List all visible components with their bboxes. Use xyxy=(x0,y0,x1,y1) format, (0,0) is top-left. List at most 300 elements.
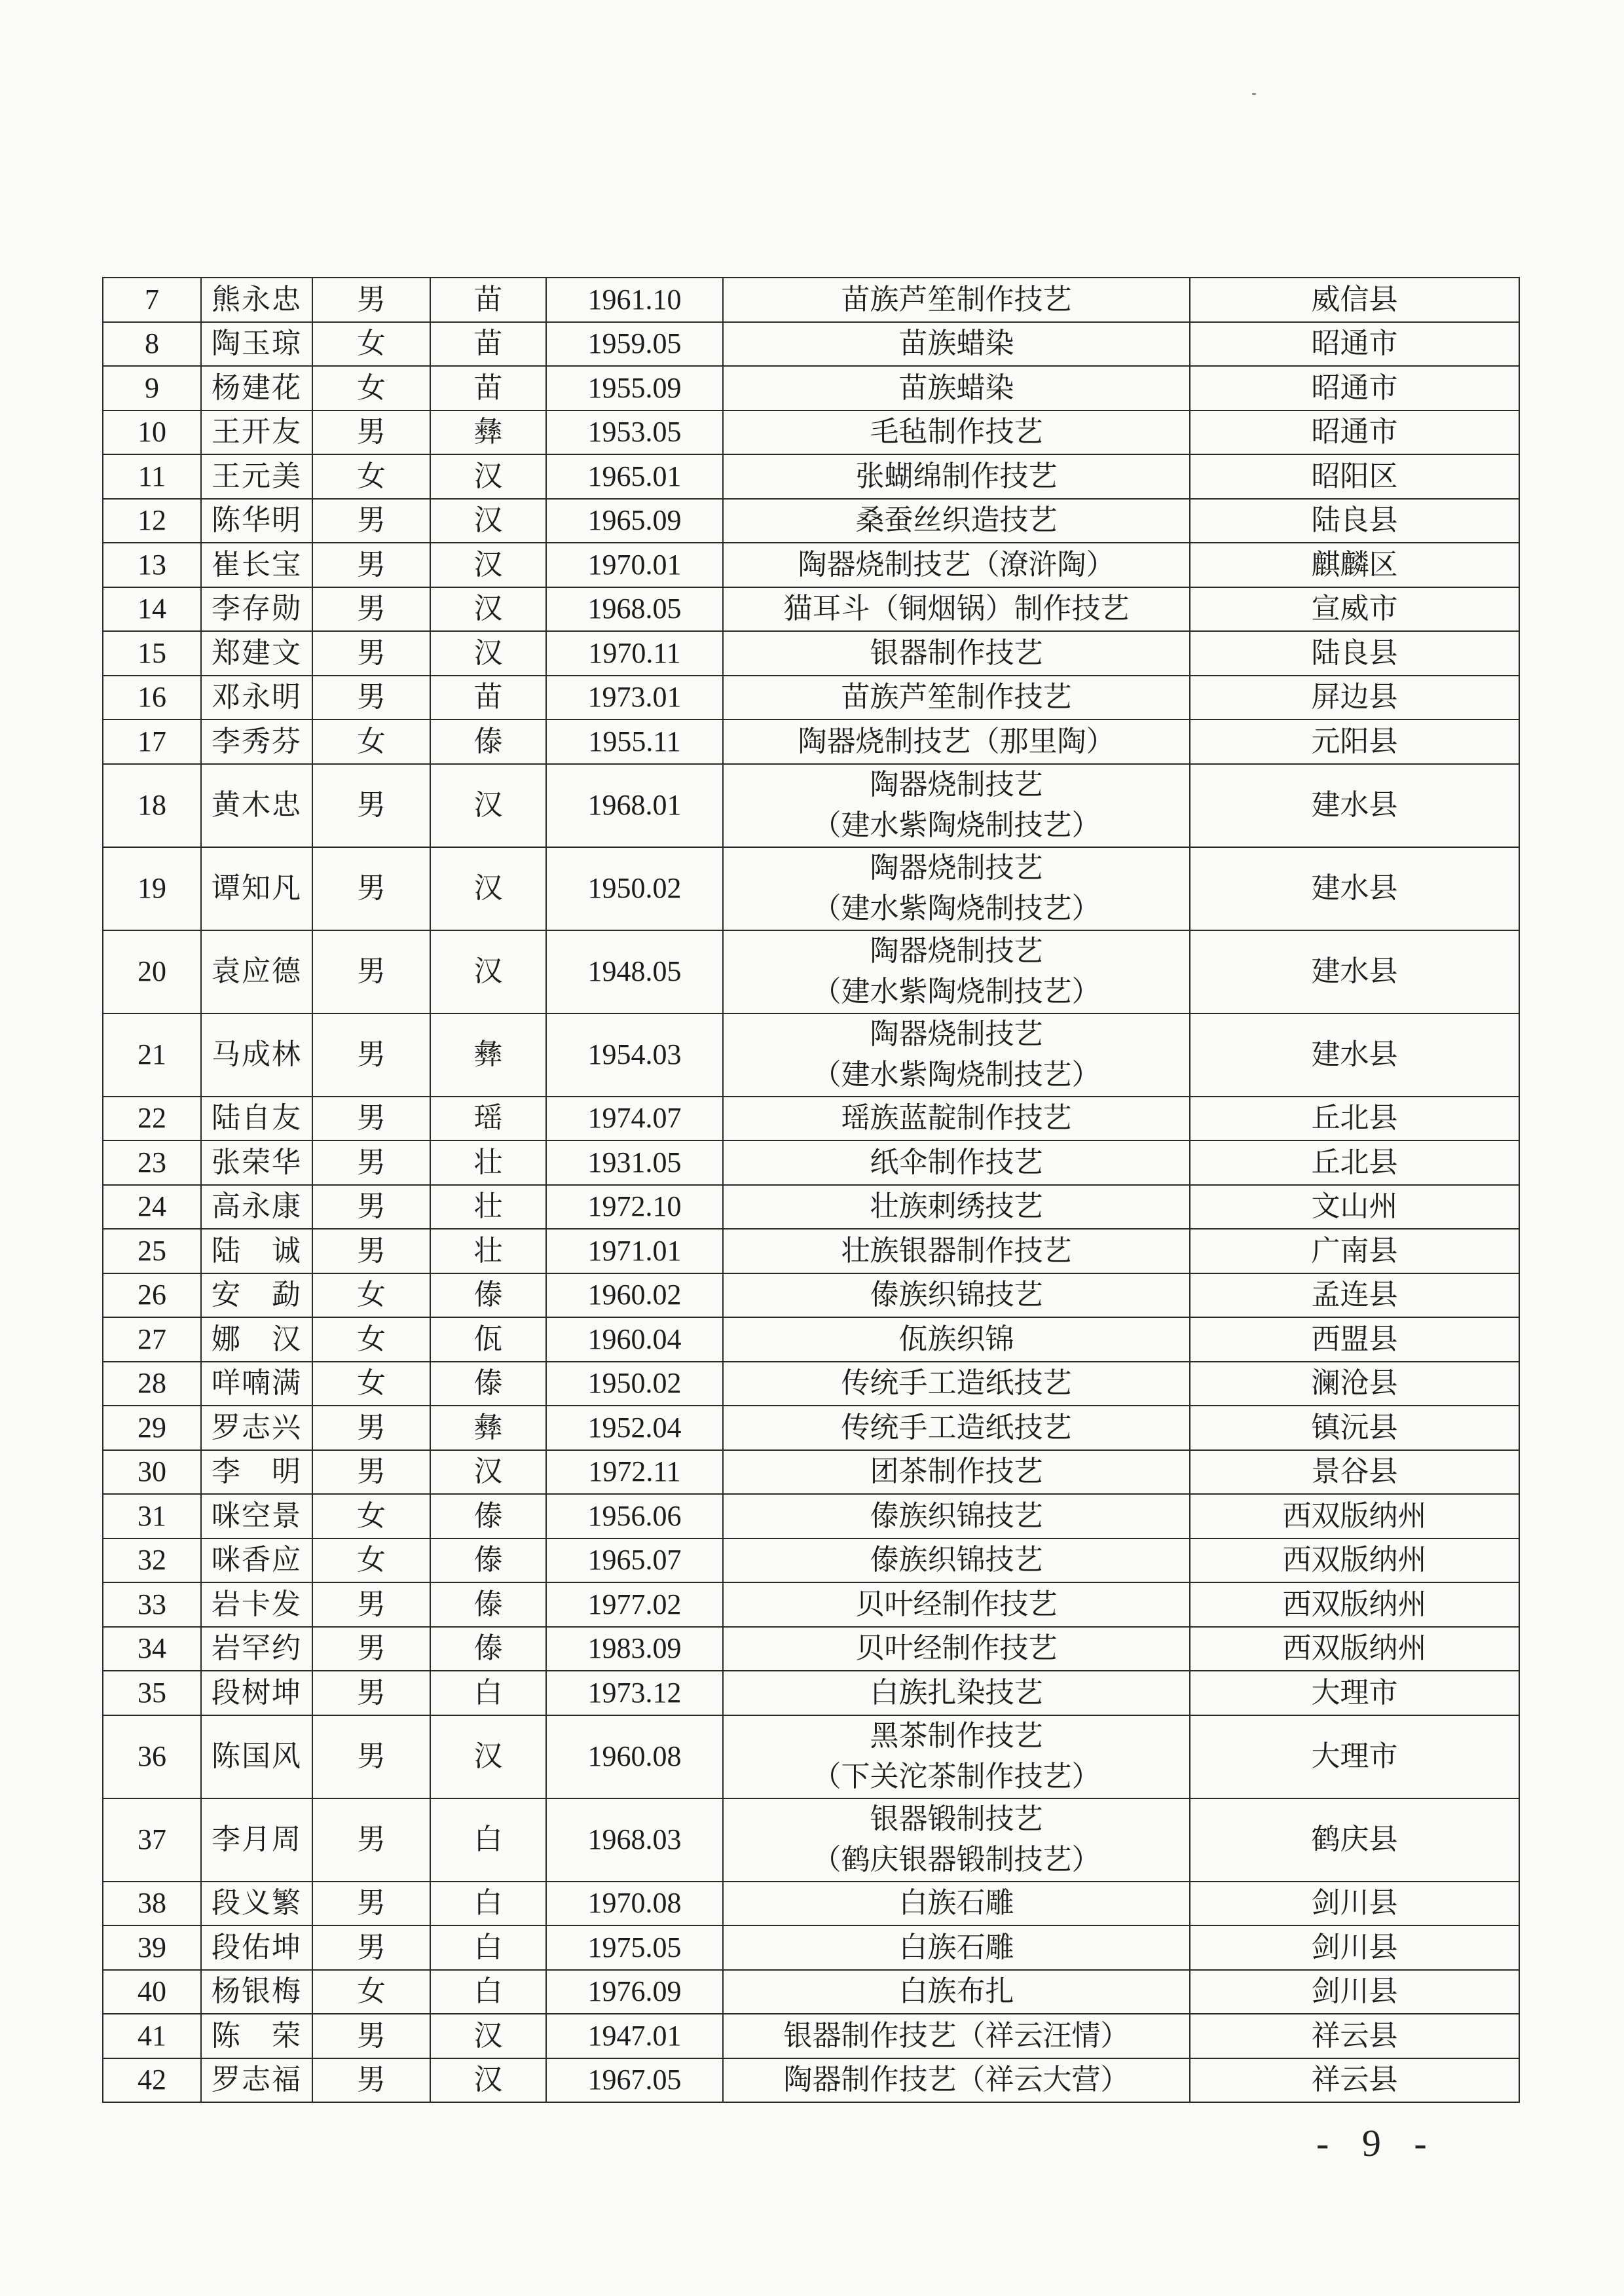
craft-project-line: 贝叶经制作技艺 xyxy=(855,1631,1058,1666)
region-cell: 景谷县 xyxy=(1190,1450,1519,1495)
birth-date-cell: 1975.05 xyxy=(546,1925,723,1970)
craft-project-line: 毛毡制作技艺 xyxy=(870,415,1043,449)
gender-cell: 男 xyxy=(312,1671,430,1715)
table-row xyxy=(103,1671,1519,1715)
birth-date-cell: 1954.03 xyxy=(546,1013,723,1097)
craft-project-line: 陶器制作技艺（祥云大营） xyxy=(783,2063,1130,2097)
ethnicity-cell: 苗 xyxy=(430,322,546,367)
region-cell: 广南县 xyxy=(1190,1229,1519,1273)
craft-project-cell xyxy=(723,1317,1190,1362)
craft-project-line: 猫耳斗（铜烟锅）制作技艺 xyxy=(783,592,1130,626)
craft-project-cell xyxy=(723,1362,1190,1406)
craft-project-line: （鹤庆银器锻制技艺） xyxy=(812,1843,1101,1876)
region-cell: 昭通市 xyxy=(1190,410,1519,455)
table-row xyxy=(103,930,1519,1013)
ethnicity-cell: 汉 xyxy=(430,499,546,543)
ethnicity-cell: 汉 xyxy=(430,764,546,847)
region-cell: 文山州 xyxy=(1190,1185,1519,1230)
table-row xyxy=(103,1185,1519,1230)
name-cell: 袁应德 xyxy=(201,930,312,1013)
craft-project-cell xyxy=(723,1185,1190,1230)
gender-cell: 男 xyxy=(312,2058,430,2103)
row-number-cell: 11 xyxy=(103,454,201,499)
gender-cell: 女 xyxy=(312,454,430,499)
craft-project-cell xyxy=(723,1273,1190,1318)
region-cell: 丘北县 xyxy=(1190,1140,1519,1185)
region-cell: 剑川县 xyxy=(1190,1882,1519,1926)
craft-project-line: 桑蚕丝织造技艺 xyxy=(855,503,1058,538)
region-cell: 西盟县 xyxy=(1190,1317,1519,1362)
ethnicity-cell: 白 xyxy=(430,1798,546,1882)
birth-date-cell: 1983.09 xyxy=(546,1627,723,1671)
row-number-cell: 23 xyxy=(103,1140,201,1185)
ethnicity-cell: 傣 xyxy=(430,1494,546,1539)
table-row xyxy=(103,454,1519,499)
gender-cell: 男 xyxy=(312,1185,430,1230)
birth-date-cell: 1948.05 xyxy=(546,930,723,1013)
craft-project-line: 佤族织锦 xyxy=(898,1322,1014,1356)
ethnicity-cell: 傣 xyxy=(430,1539,546,1583)
birth-date-cell: 1960.08 xyxy=(546,1715,723,1798)
craft-project-line: （建水紫陶烧制技艺） xyxy=(812,975,1101,1008)
ethnicity-cell: 汉 xyxy=(430,631,546,676)
row-number-cell: 21 xyxy=(103,1013,201,1097)
name-cell: 咪空景 xyxy=(201,1494,312,1539)
craft-project-cell xyxy=(723,1539,1190,1583)
table-row xyxy=(103,1970,1519,2014)
craft-project-cell xyxy=(723,1798,1190,1882)
ethnicity-cell: 苗 xyxy=(430,676,546,720)
ethnicity-cell: 壮 xyxy=(430,1229,546,1273)
region-cell: 镇沅县 xyxy=(1190,1406,1519,1450)
name-cell: 王开友 xyxy=(201,410,312,455)
row-number-cell: 33 xyxy=(103,1582,201,1627)
table-row xyxy=(103,1229,1519,1273)
craft-project-cell xyxy=(723,1097,1190,1141)
ethnicity-cell: 壮 xyxy=(430,1140,546,1185)
gender-cell: 男 xyxy=(312,1229,430,1273)
craft-project-cell xyxy=(723,366,1190,410)
birth-date-cell: 1950.02 xyxy=(546,847,723,930)
birth-date-cell: 1970.08 xyxy=(546,1882,723,1926)
region-cell: 元阳县 xyxy=(1190,720,1519,764)
gender-cell: 女 xyxy=(312,1539,430,1583)
ethnicity-cell: 壮 xyxy=(430,1185,546,1230)
birth-date-cell: 1968.05 xyxy=(546,587,723,632)
ethnicity-cell: 苗 xyxy=(430,366,546,410)
craft-project-cell xyxy=(723,587,1190,632)
row-number-cell: 19 xyxy=(103,847,201,930)
birth-date-cell: 1970.11 xyxy=(546,631,723,676)
name-cell: 安 勐 xyxy=(201,1273,312,1318)
ethnicity-cell: 汉 xyxy=(430,1450,546,1495)
region-cell: 西双版纳州 xyxy=(1190,1539,1519,1583)
ethnicity-cell: 白 xyxy=(430,1925,546,1970)
craft-project-cell xyxy=(723,278,1190,322)
craft-project-line: 银器锻制技艺 xyxy=(870,1802,1043,1836)
craft-project-cell xyxy=(723,1013,1190,1097)
craft-project-line: 陶器烧制技艺 xyxy=(870,934,1043,968)
gender-cell: 男 xyxy=(312,2014,430,2058)
birth-date-cell: 1971.01 xyxy=(546,1229,723,1273)
craft-project-line: 银器制作技艺 xyxy=(870,636,1043,670)
birth-date-cell: 1955.09 xyxy=(546,366,723,410)
name-cell: 郑建文 xyxy=(201,631,312,676)
name-cell: 段树坤 xyxy=(201,1671,312,1715)
name-cell: 陆自友 xyxy=(201,1097,312,1141)
craft-project-line: 团茶制作技艺 xyxy=(870,1455,1043,1489)
name-cell: 李秀芬 xyxy=(201,720,312,764)
name-cell: 罗志福 xyxy=(201,2058,312,2103)
name-cell: 娜 汉 xyxy=(201,1317,312,1362)
row-number-cell: 10 xyxy=(103,410,201,455)
gender-cell: 男 xyxy=(312,1140,430,1185)
row-number-cell: 14 xyxy=(103,587,201,632)
craft-project-cell xyxy=(723,1925,1190,1970)
birth-date-cell: 1976.09 xyxy=(546,1970,723,2014)
region-cell: 宣威市 xyxy=(1190,587,1519,632)
row-number-cell: 34 xyxy=(103,1627,201,1671)
name-cell: 岩卡发 xyxy=(201,1582,312,1627)
region-cell: 屏边县 xyxy=(1190,676,1519,720)
table-row xyxy=(103,1013,1519,1097)
region-cell: 陆良县 xyxy=(1190,631,1519,676)
craft-project-line: （下关沱茶制作技艺） xyxy=(812,1760,1101,1793)
gender-cell: 男 xyxy=(312,1882,430,1926)
name-cell: 段佑坤 xyxy=(201,1925,312,1970)
name-cell: 熊永忠 xyxy=(201,278,312,322)
name-cell: 黄木忠 xyxy=(201,764,312,847)
craft-project-line: 瑶族蓝靛制作技艺 xyxy=(841,1101,1072,1135)
ethnicity-cell: 傣 xyxy=(430,1582,546,1627)
region-cell: 昭通市 xyxy=(1190,322,1519,367)
region-cell: 丘北县 xyxy=(1190,1097,1519,1141)
birth-date-cell: 1953.05 xyxy=(546,410,723,455)
row-number-cell: 18 xyxy=(103,764,201,847)
craft-project-cell xyxy=(723,1671,1190,1715)
table-row xyxy=(103,499,1519,543)
table-row xyxy=(103,2058,1519,2103)
craft-project-line: 苗族蜡染 xyxy=(898,371,1014,405)
row-number-cell: 24 xyxy=(103,1185,201,1230)
name-cell: 陈 荣 xyxy=(201,2014,312,2058)
gender-cell: 男 xyxy=(312,1627,430,1671)
ethnicity-cell: 彝 xyxy=(430,1013,546,1097)
birth-date-cell: 1955.11 xyxy=(546,720,723,764)
birth-date-cell: 1967.05 xyxy=(546,2058,723,2103)
craft-project-cell xyxy=(723,1494,1190,1539)
ethnicity-cell: 白 xyxy=(430,1671,546,1715)
gender-cell: 男 xyxy=(312,847,430,930)
birth-date-cell: 1968.03 xyxy=(546,1798,723,1882)
birth-date-cell: 1952.04 xyxy=(546,1406,723,1450)
birth-date-cell: 1972.11 xyxy=(546,1450,723,1495)
birth-date-cell: 1973.01 xyxy=(546,676,723,720)
craft-project-cell xyxy=(723,1229,1190,1273)
ethnicity-cell: 彝 xyxy=(430,1406,546,1450)
row-number-cell: 31 xyxy=(103,1494,201,1539)
region-cell: 西双版纳州 xyxy=(1190,1582,1519,1627)
birth-date-cell: 1950.02 xyxy=(546,1362,723,1406)
craft-project-line: 苗族芦笙制作技艺 xyxy=(841,680,1072,714)
name-cell: 陶玉琼 xyxy=(201,322,312,367)
birth-date-cell: 1972.10 xyxy=(546,1185,723,1230)
table-row xyxy=(103,1450,1519,1495)
table-row xyxy=(103,1406,1519,1450)
row-number-cell: 28 xyxy=(103,1362,201,1406)
region-cell: 澜沧县 xyxy=(1190,1362,1519,1406)
ethnicity-cell: 傣 xyxy=(430,1362,546,1406)
page-number: - 9 - xyxy=(1316,2122,1439,2164)
row-number-cell: 17 xyxy=(103,720,201,764)
name-cell: 高永康 xyxy=(201,1185,312,1230)
row-number-cell: 29 xyxy=(103,1406,201,1450)
table-row xyxy=(103,1362,1519,1406)
name-cell: 陈华明 xyxy=(201,499,312,543)
name-cell: 王元美 xyxy=(201,454,312,499)
row-number-cell: 40 xyxy=(103,1970,201,2014)
table-row xyxy=(103,1539,1519,1583)
craft-project-line: 陶器烧制技艺（潦浒陶） xyxy=(798,547,1115,581)
gender-cell: 男 xyxy=(312,1406,430,1450)
gender-cell: 男 xyxy=(312,1450,430,1495)
table-row xyxy=(103,2014,1519,2058)
name-cell: 陆 诚 xyxy=(201,1229,312,1273)
gender-cell: 女 xyxy=(312,1494,430,1539)
ethnicity-cell: 傣 xyxy=(430,720,546,764)
region-cell: 孟连县 xyxy=(1190,1273,1519,1318)
row-number-cell: 39 xyxy=(103,1925,201,1970)
ethnicity-cell: 苗 xyxy=(430,278,546,322)
region-cell: 建水县 xyxy=(1190,1013,1519,1097)
birth-date-cell: 1968.01 xyxy=(546,764,723,847)
row-number-cell: 37 xyxy=(103,1798,201,1882)
region-cell: 麒麟区 xyxy=(1190,543,1519,587)
craft-project-cell xyxy=(723,454,1190,499)
craft-project-line: 黑茶制作技艺 xyxy=(870,1719,1043,1753)
craft-project-line: 银器制作技艺（祥云汪情） xyxy=(783,2018,1130,2052)
name-cell: 崔长宝 xyxy=(201,543,312,587)
gender-cell: 男 xyxy=(312,676,430,720)
region-cell: 建水县 xyxy=(1190,930,1519,1013)
birth-date-cell: 1965.01 xyxy=(546,454,723,499)
craft-project-line: 傣族织锦技艺 xyxy=(870,1499,1043,1533)
craft-project-cell xyxy=(723,1882,1190,1926)
table-row xyxy=(103,847,1519,930)
gender-cell: 女 xyxy=(312,366,430,410)
table-body xyxy=(103,278,1519,2102)
birth-date-cell: 1961.10 xyxy=(546,278,723,322)
name-cell: 李存勋 xyxy=(201,587,312,632)
row-number-cell: 42 xyxy=(103,2058,201,2103)
name-cell: 陈国风 xyxy=(201,1715,312,1798)
row-number-cell: 20 xyxy=(103,930,201,1013)
craft-project-line: 传统手工造纸技艺 xyxy=(841,1366,1072,1400)
row-number-cell: 12 xyxy=(103,499,201,543)
birth-date-cell: 1960.02 xyxy=(546,1273,723,1318)
name-cell: 杨银梅 xyxy=(201,1970,312,2014)
gender-cell: 男 xyxy=(312,1582,430,1627)
name-cell: 谭知凡 xyxy=(201,847,312,930)
row-number-cell: 13 xyxy=(103,543,201,587)
inheritor-table xyxy=(102,277,1520,2103)
gender-cell: 男 xyxy=(312,278,430,322)
craft-project-line: 壮族刺绣技艺 xyxy=(870,1190,1043,1224)
craft-project-line: 陶器烧制技艺（那里陶） xyxy=(798,724,1115,758)
region-cell: 祥云县 xyxy=(1190,2014,1519,2058)
ethnicity-cell: 汉 xyxy=(430,1715,546,1798)
craft-project-line: （建水紫陶烧制技艺） xyxy=(812,1058,1101,1091)
gender-cell: 女 xyxy=(312,1317,430,1362)
gender-cell: 男 xyxy=(312,1097,430,1141)
birth-date-cell: 1956.06 xyxy=(546,1494,723,1539)
row-number-cell: 25 xyxy=(103,1229,201,1273)
birth-date-cell: 1965.09 xyxy=(546,499,723,543)
craft-project-cell xyxy=(723,543,1190,587)
gender-cell: 男 xyxy=(312,1798,430,1882)
region-cell: 祥云县 xyxy=(1190,2058,1519,2103)
ethnicity-cell: 佤 xyxy=(430,1317,546,1362)
birth-date-cell: 1970.01 xyxy=(546,543,723,587)
table-row xyxy=(103,278,1519,322)
craft-project-cell xyxy=(723,676,1190,720)
craft-project-line: 陶器烧制技艺 xyxy=(870,768,1043,801)
name-cell: 罗志兴 xyxy=(201,1406,312,1450)
region-cell: 剑川县 xyxy=(1190,1925,1519,1970)
craft-project-cell xyxy=(723,1582,1190,1627)
gender-cell: 男 xyxy=(312,930,430,1013)
ethnicity-cell: 瑶 xyxy=(430,1097,546,1141)
craft-project-line: 陶器烧制技艺 xyxy=(870,851,1043,884)
region-cell: 西双版纳州 xyxy=(1190,1494,1519,1539)
gender-cell: 女 xyxy=(312,720,430,764)
row-number-cell: 15 xyxy=(103,631,201,676)
craft-project-cell xyxy=(723,930,1190,1013)
craft-project-cell xyxy=(723,720,1190,764)
craft-project-cell xyxy=(723,322,1190,367)
row-number-cell: 41 xyxy=(103,2014,201,2058)
craft-project-cell xyxy=(723,410,1190,455)
region-cell: 大理市 xyxy=(1190,1715,1519,1798)
region-cell: 昭阳区 xyxy=(1190,454,1519,499)
craft-project-line: 传统手工造纸技艺 xyxy=(841,1410,1072,1444)
craft-project-line: 陶器烧制技艺 xyxy=(870,1017,1043,1051)
row-number-cell: 35 xyxy=(103,1671,201,1715)
name-cell: 咪香应 xyxy=(201,1539,312,1583)
craft-project-line: 白族石雕 xyxy=(898,1886,1014,1920)
craft-project-cell xyxy=(723,499,1190,543)
ethnicity-cell: 汉 xyxy=(430,847,546,930)
ethnicity-cell: 白 xyxy=(430,1970,546,2014)
name-cell: 张荣华 xyxy=(201,1140,312,1185)
craft-project-line: 傣族织锦技艺 xyxy=(870,1278,1043,1312)
name-cell: 马成林 xyxy=(201,1013,312,1097)
craft-project-cell xyxy=(723,2014,1190,2058)
ethnicity-cell: 彝 xyxy=(430,410,546,455)
name-cell: 岩罕约 xyxy=(201,1627,312,1671)
table-row xyxy=(103,410,1519,455)
ethnicity-cell: 汉 xyxy=(430,454,546,499)
birth-date-cell: 1931.05 xyxy=(546,1140,723,1185)
ethnicity-cell: 傣 xyxy=(430,1627,546,1671)
row-number-cell: 38 xyxy=(103,1882,201,1926)
craft-project-line: 白族布扎 xyxy=(898,1975,1014,2009)
gender-cell: 男 xyxy=(312,1715,430,1798)
craft-project-cell xyxy=(723,2058,1190,2103)
name-cell: 邓永明 xyxy=(201,676,312,720)
name-cell: 李月周 xyxy=(201,1798,312,1882)
gender-cell: 男 xyxy=(312,587,430,632)
table-row xyxy=(103,587,1519,632)
gender-cell: 女 xyxy=(312,1273,430,1318)
ethnicity-cell: 傣 xyxy=(430,1273,546,1318)
craft-project-line: 苗族蜡染 xyxy=(898,327,1014,361)
region-cell: 昭通市 xyxy=(1190,366,1519,410)
craft-project-cell xyxy=(723,1627,1190,1671)
table-row xyxy=(103,676,1519,720)
table-row xyxy=(103,1582,1519,1627)
table-row xyxy=(103,631,1519,676)
gender-cell: 女 xyxy=(312,322,430,367)
craft-project-cell xyxy=(723,1140,1190,1185)
gender-cell: 女 xyxy=(312,1362,430,1406)
table-row xyxy=(103,543,1519,587)
scan-speck xyxy=(1252,93,1256,95)
table-row xyxy=(103,1140,1519,1185)
table-row xyxy=(103,1097,1519,1141)
region-cell: 西双版纳州 xyxy=(1190,1627,1519,1671)
name-cell: 段义繁 xyxy=(201,1882,312,1926)
region-cell: 威信县 xyxy=(1190,278,1519,322)
row-number-cell: 26 xyxy=(103,1273,201,1318)
gender-cell: 男 xyxy=(312,1925,430,1970)
craft-project-line: （建水紫陶烧制技艺） xyxy=(812,809,1101,842)
region-cell: 剑川县 xyxy=(1190,1970,1519,2014)
birth-date-cell: 1965.07 xyxy=(546,1539,723,1583)
craft-project-cell xyxy=(723,1715,1190,1798)
table-row xyxy=(103,1317,1519,1362)
ethnicity-cell: 白 xyxy=(430,1882,546,1926)
craft-project-cell xyxy=(723,764,1190,847)
name-cell: 杨建花 xyxy=(201,366,312,410)
table-row xyxy=(103,322,1519,367)
table-row xyxy=(103,1715,1519,1798)
region-cell: 鹤庆县 xyxy=(1190,1798,1519,1882)
row-number-cell: 9 xyxy=(103,366,201,410)
region-cell: 大理市 xyxy=(1190,1671,1519,1715)
region-cell: 建水县 xyxy=(1190,764,1519,847)
region-cell: 建水县 xyxy=(1190,847,1519,930)
birth-date-cell: 1960.04 xyxy=(546,1317,723,1362)
craft-project-line: 贝叶经制作技艺 xyxy=(855,1587,1058,1621)
birth-date-cell: 1959.05 xyxy=(546,322,723,367)
birth-date-cell: 1973.12 xyxy=(546,1671,723,1715)
gender-cell: 男 xyxy=(312,764,430,847)
table-row xyxy=(103,1273,1519,1318)
table-row xyxy=(103,764,1519,847)
craft-project-cell xyxy=(723,847,1190,930)
table-row xyxy=(103,1798,1519,1882)
gender-cell: 女 xyxy=(312,1970,430,2014)
table-row xyxy=(103,1494,1519,1539)
craft-project-cell xyxy=(723,1450,1190,1495)
table-row xyxy=(103,1627,1519,1671)
table-row xyxy=(103,1925,1519,1970)
ethnicity-cell: 汉 xyxy=(430,930,546,1013)
row-number-cell: 36 xyxy=(103,1715,201,1798)
ethnicity-cell: 汉 xyxy=(430,543,546,587)
ethnicity-cell: 汉 xyxy=(430,587,546,632)
